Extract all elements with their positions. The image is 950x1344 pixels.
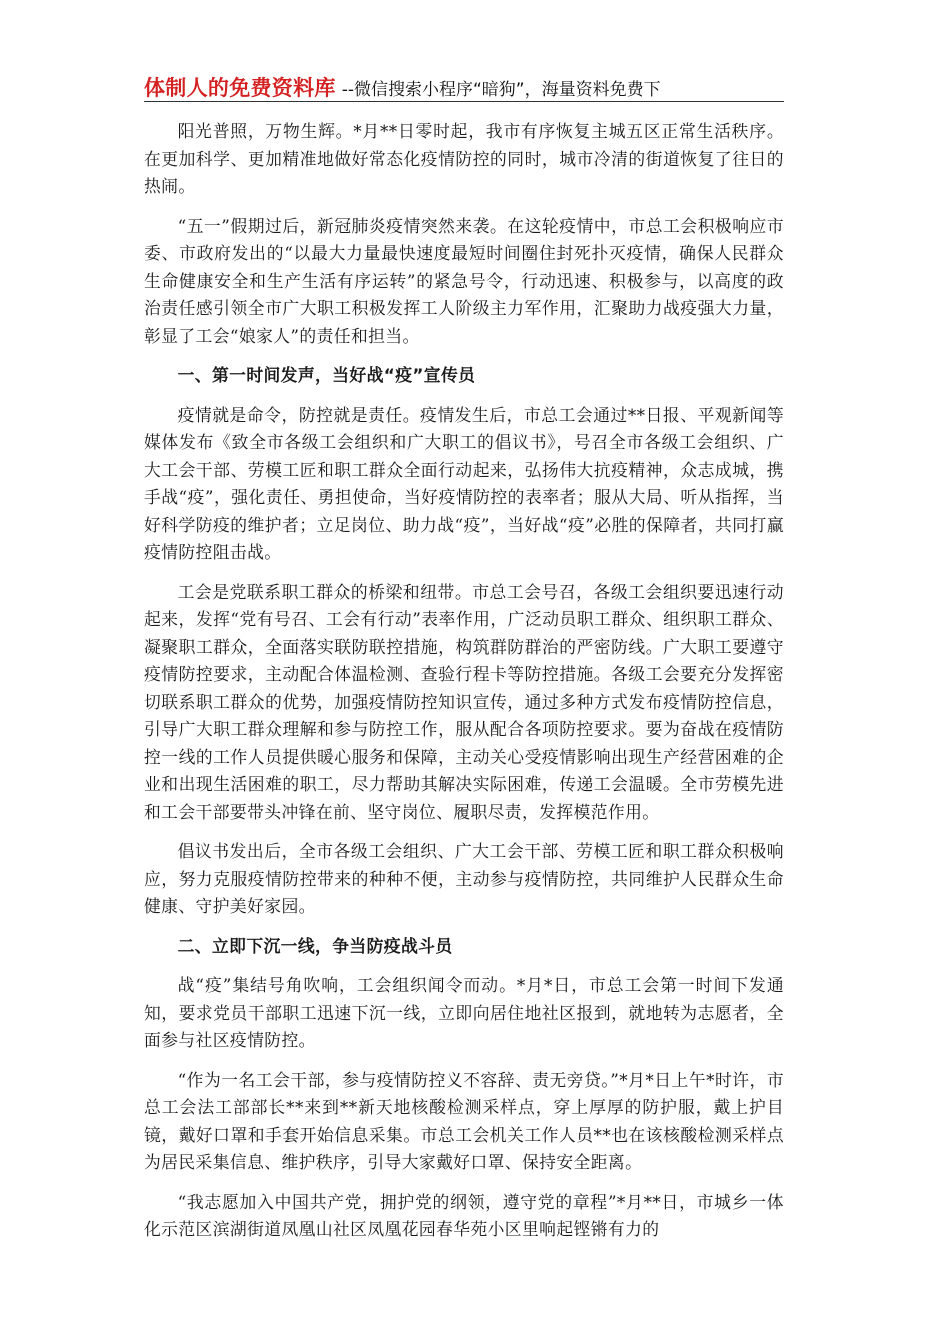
paragraph-section1-c: 倡议书发出后，全市各级工会组织、广大工会干部、劳模工匠和职工群众积极响应，努力克服疫情防控带来的种种不便，主动参与疫情防控，共同维护人民群众生命健康、守护美好家园。 <box>144 841 784 916</box>
paragraph-section2-b: “作为一名工会干部，参与疫情防控义不容辞、责无旁贷。”*月*日上午*时许，市总工会法工部部长**来到**新天地核酸检测采样点，穿上厚厚的防护服，戴上护目镜，戴好口罩和手套开始信息采集。市总工会机关工作人员**也在该核酸检测采样点为居民采集信息、维护秩序，引导大家戴好口罩、保持安全距离。 <box>144 1069 784 1172</box>
paragraph-background: “五一”假期过后，新冠肺炎疫情突然来袭。在这轮疫情中，市总工会积极响应市委、市政府发出的“以最大力量最快速度最短时间圈住封死扑灭疫情，确保人民群众生命健康安全和生产生活有序运转”的紧急号令，行动迅速、积极参与，以高度的政治责任感引领全市广大职工积极发挥工人阶级主力军作用，汇聚助力战疫强大力量，彰显了工会“娘家人”的责任和担当。 <box>144 215 784 346</box>
paragraph-section2-a: 战“疫”集结号角吹响，工会组织闻令而动。*月*日，市总工会第一时间下发通知，要求党员干部职工迅速下沉一线，立即向居住地社区报到，就地转为志愿者，全面参与社区疫情防控。 <box>144 975 784 1050</box>
header-tagline: --微信搜索小程序“暗狗”，海量资料免费下 <box>341 80 661 100</box>
section-heading-2: 二、立即下沉一线，争当防疫战斗员 <box>177 935 453 956</box>
article-body <box>144 118 784 1256</box>
header-divider <box>144 101 784 102</box>
section-heading-1: 一、第一时间发声，当好战“疫”宣传员 <box>177 365 476 385</box>
paragraph-section2-c: “我志愿加入中国共产党，拥护党的纲领，遵守党的章程”*月**日，市城乡一体化示范区滨湖街道凤凰山社区凤凰花园春华苑小区里响起铿锵有力的 <box>144 1191 784 1239</box>
paragraph-intro: 阳光普照，万物生辉。*月**日零时起，我市有序恢复主城五区正常生活秩序。在更加科学、更加精准地做好常态化疫情防控的同时，城市冷清的街道恢复了往日的热闹。 <box>144 121 784 196</box>
page-header <box>144 72 784 102</box>
paragraph-section1-a: 疫情就是命令，防控就是责任。疫情发生后，市总工会通过**日报、平观新闻等媒体发布《致全市各级工会组织和广大职工的倡议书》，号召全市各级工会组织、广大工会干部、劳模工匠和职工群众全面行动起来，弘扬伟大抗疫精神，众志成城，携手战“疫”，强化责任、勇担使命，当好疫情防控的表率者；服从大局、听从指挥，当好科学防疫的维护者；立足岗位、助力战“疫”，当好战“疫”必胜的保障者，共同打赢疫情防控阻击战。 <box>144 404 784 562</box>
header-brand: 体制人的免费资料库 <box>144 76 336 100</box>
paragraph-section1-b: 工会是党联系职工群众的桥梁和纽带。市总工会号召，各级工会组织要迅速行动起来，发挥“党有号召、工会有行动”表率作用，广泛动员职工群众、组织职工群众、凝聚职工群众，全面落实联防联控措施，构筑群防群治的严密防线。广大职工要遵守疫情防控要求，主动配合体温检测、查验行程卡等防控措施。各级工会要充分发挥密切联系职工群众的优势，加强疫情防控知识宣传，通过多种方式发布疫情防控信息，引导广大职工群众理解和参与防控工作，服从配合各项防控要求。要为奋战在疫情防控一线的工作人员提供暖心服务和保障，主动关心受疫情影响出现生产经营困难的企业和出现生活困难的职工，尽力帮助其解决实际困难，传递工会温暖。全市劳模先进和工会干部要带头冲锋在前、坚守岗位、履职尽责，发挥模范作用。 <box>144 581 784 822</box>
